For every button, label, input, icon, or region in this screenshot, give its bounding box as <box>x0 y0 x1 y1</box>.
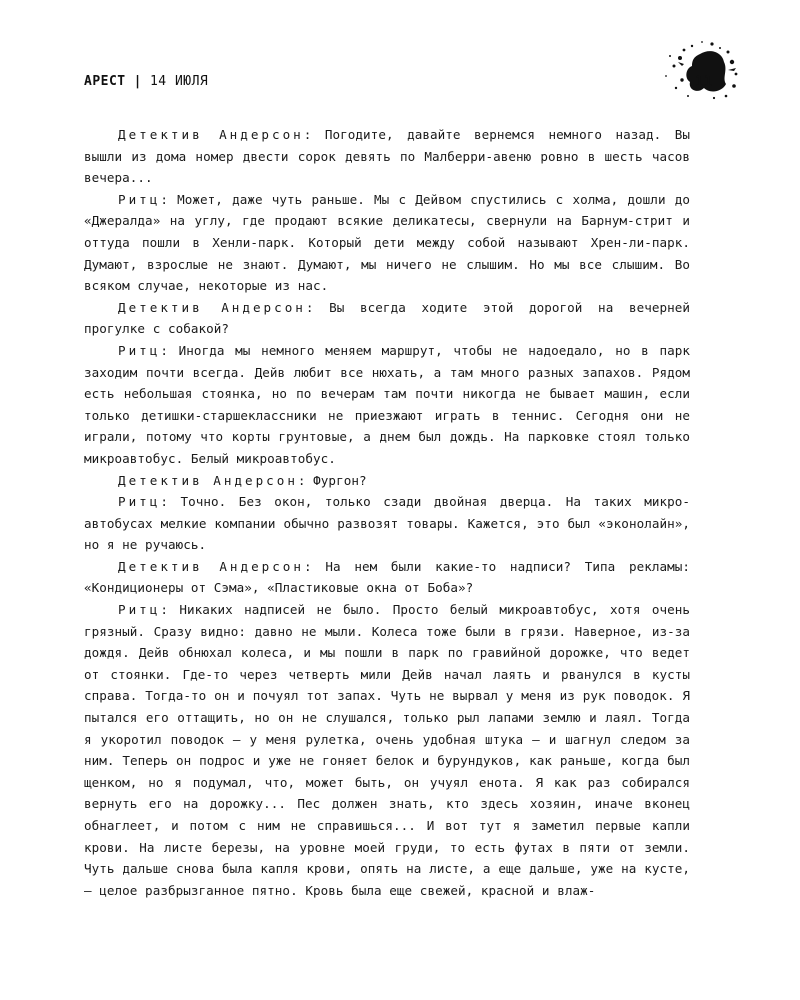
dialogue-paragraph: Детектив Андерсон: Фургон? <box>118 472 367 488</box>
page-header <box>84 74 730 98</box>
dialogue-paragraph: Детектив Андерсон: Вы всегда ходите этой дорогой на вечерней прогулке с собакой? <box>84 299 691 337</box>
running-head <box>84 74 208 89</box>
page-number: 11 <box>695 74 712 90</box>
dialogue-paragraph: Ритц: Иногда мы немного меняем маршрут, чтобы не надоедало, но в парк заходим почти всегда. Дейв любит все нюхать, а там много разных запахов. Рядом есть небольшая стоянка, но по вечерам там почти никогда не бывает машин, если только детишки-старшеклассники не приезжают играть в теннис. Сегодня они не играли, потому что корты грунтовые, а днем был дождь. На парковке стоял только микроавтобус. Белый микроавтобус. <box>84 342 691 466</box>
speaker-name: Детектив Андерсон <box>118 472 298 488</box>
speech-text: Никаких надписей не было. Просто белый микроавтобус, хотя очень грязный. Сразу видно: давно не мыли. Колеса тоже были в грязи. Наверное, из-за дождя. Дейв обнюхал колеса, и мы пошли в парк по гравийной дорожке, что ведет от стоянки. Где-то через четверть мили Дейв начал лаять и рванулся в кусты справа. Тогда-то он и почуял тот запах. Чуть не вырвал у меня из рук поводок. Я пытался его оттащить, но он не слушался, только рыл лапами землю и лаял. Тогда я укоротил поводок — у меня рулетка, очень удобная штука — и шагнул следом за ним. Теперь он подрос и уже не гоняет белок и бурундуков, как раньше, когда был щенком, но я подумал, что, может быть, он учуял енота. Я как раз собирался вернуть его на дорожку... Пес должен знать, кто здесь хозяин, иначе вконец обнаглеет, и потом с ним не справишься... И вот тут я заметил первые капли крови. На листе березы, на уровне моей груди, то есть футах в пяти от земли. Чуть дальше снова была капля крови, опять на листе, а еще дальше, уже на кусте, — целое разбрызганное пятно. Кровь была еще свежей, красной и влаж- <box>84 602 690 898</box>
speech-text: Фургон? <box>313 472 367 488</box>
document-body <box>84 124 690 901</box>
speaker-name: Ритц <box>118 602 161 618</box>
dialogue-paragraph: Детектив Андерсон: На нем были какие-то надписи? Типа рекламы: «Кондиционеры от Сэма», «Пластиковые окна от Боба»? <box>84 558 691 596</box>
speech-text: На нем были какие-то надписи? Типа рекламы: «Кондиционеры от Сэма», «Пластиковые окна от Боба»? <box>84 558 691 596</box>
speech-text: Может, даже чуть раньше. Мы с Дейвом спустились с холма, дошли до «Джералда» на углу, где продают всякие деликатесы, свернули на Барнум-стрит и оттуда пошли в Хенли-парк. Который дети между собой называют Хрен-ли-парк. Думают, взрослые не знают. Думают, мы ничего не слышим. Но мы все слышим. Во всяком случае, некоторые из нас. <box>84 191 690 294</box>
speaker-name: Детектив Андерсон <box>118 558 304 574</box>
speaker-name: Ритц <box>118 494 161 510</box>
speaker-name: Детектив Андерсон <box>118 127 304 142</box>
ink-splatter-icon <box>662 40 740 102</box>
dialogue-paragraph: Детектив Андерсон: Погодите, давайте вернемся немного назад. Вы вышли из дома номер двести сорок девять по Малберри-авеню ровно в шесть часов вечера... <box>84 127 690 186</box>
speaker-name: Детектив Андерсон <box>118 299 306 315</box>
speech-text: Вы всегда ходите этой дорогой на вечерней прогулке с собакой? <box>84 299 691 337</box>
speech-text: Погодите, давайте вернемся немного назад. Вы вышли из дома номер двести сорок девять по Малберри-авеню ровно в шесть часов вечера... <box>84 127 690 186</box>
speech-text: Точно. Без окон, только сзади двойная дверца. На таких микроавтобусах мелкие компании обычно развозят товары. Кажется, это был «эконолайн», но я не ручаюсь. <box>84 494 690 553</box>
dialogue-paragraph: Ритц: Точно. Без окон, только сзади двойная дверца. На таких микроавтобусах мелкие компании обычно развозят товары. Кажется, это был «эконолайн», но я не ручаюсь. <box>84 494 690 553</box>
dialogue-paragraph: Ритц: Может, даже чуть раньше. Мы с Дейвом спустились с холма, дошли до «Джералда» на углу, где продают всякие деликатесы, свернули на Барнум-стрит и оттуда пошли в Хенли-парк. Который дети между собой называют Хрен-ли-парк. Думают, взрослые не знают. Думают, мы ничего не слышим. Но мы все слышим. Во всяком случае, некоторые из нас. <box>84 191 690 294</box>
speech-text: Иногда мы немного меняем маршрут, чтобы не надоедало, но в парк заходим почти всегда. Дейв любит все нюхать, а там много разных запахов. Рядом есть небольшая стоянка, но по вечерам там почти никогда не бывает машин, если только детишки-старшеклассники не приезжают играть в теннис. Сегодня они не играли, потому что корты грунтовые, а днем был дождь. На парковке стоял только микроавтобус. Белый микроавтобус. <box>84 342 691 466</box>
section-title: АРЕСТ <box>84 74 126 89</box>
speaker-name: Ритц <box>118 191 161 207</box>
header-separator: | <box>133 74 142 89</box>
speaker-name: Ритц <box>118 342 161 358</box>
dialogue-paragraph: Ритц: Никаких надписей не было. Просто белый микроавтобус, хотя очень грязный. Сразу видно: давно не мыли. Колеса тоже были в грязи. Наверное, из-за дождя. Дейв обнюхал колеса, и мы пошли в парк по гравийной дорожке, что ведет от стоянки. Где-то через четверть мили Дейв начал лаять и рванулся в кусты справа. Тогда-то он и почуял тот запах. Чуть не вырвал у меня из рук поводок. Я пытался его оттащить, но он не слушался, только рыл лапами землю и лаял. Тогда я укоротил поводок — у меня рулетка, очень удобная штука — и шагнул следом за ним. Теперь он подрос и уже не гоняет белок и бурундуков, как раньше, когда был щенком, но я подумал, что, может быть, он учуял енота. Я как раз собирался вернуть его на дорожку... Пес должен знать, кто здесь хозяин, иначе вконец обнаглеет, и потом с ним не справишься... И вот тут я заметил первые капли крови. На листе березы, на уровне моей груди, то есть футах в пяти от земли. Чуть дальше снова была капля крови, опять на листе, а еще дальше, уже на кусте, — целое разбрызганное пятно. Кровь была еще свежей, красной и влаж- <box>84 602 690 898</box>
chapter-date: 14 ИЮЛЯ <box>149 74 209 89</box>
